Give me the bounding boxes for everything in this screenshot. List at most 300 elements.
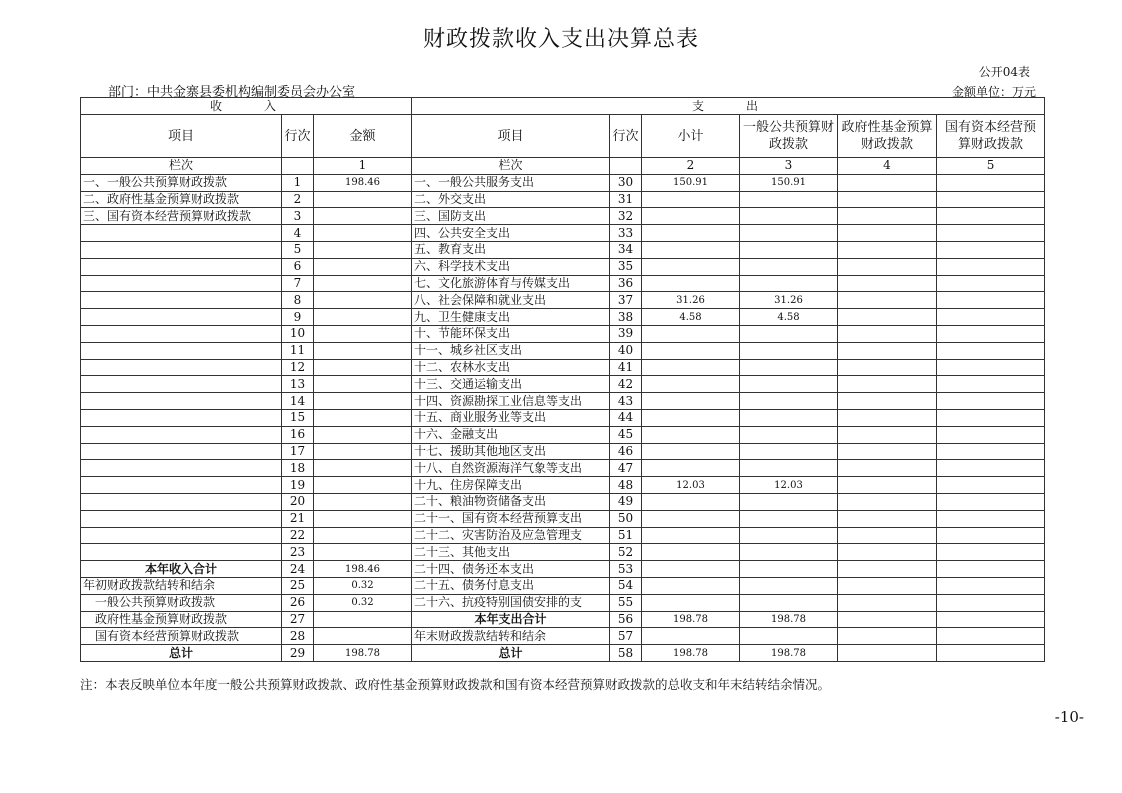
table-row: [81, 359, 1045, 376]
table-row: [81, 443, 1045, 460]
state-capital-cell: [937, 611, 1045, 628]
col-index: 栏次: [81, 158, 282, 175]
expense-row-no-cell: 37: [610, 292, 642, 309]
income-item-cell: 年初财政拨款结转和结余: [81, 577, 282, 594]
col-header-expense-item: 项目: [412, 115, 610, 158]
general-budget-cell: [740, 544, 838, 561]
expense-item-cell: 二十四、债务还本支出: [412, 561, 610, 578]
income-item-cell: [81, 275, 282, 292]
expense-row-no-cell: 51: [610, 527, 642, 544]
subtotal-cell: [642, 376, 740, 393]
subtotal-cell: [642, 225, 740, 242]
income-amount-cell: [314, 191, 412, 208]
general-budget-cell: [740, 275, 838, 292]
general-budget-cell: [740, 510, 838, 527]
income-amount-cell: [314, 628, 412, 645]
table-row: [81, 225, 1045, 242]
income-row-no-cell: 4: [282, 225, 314, 242]
table-row: [81, 275, 1045, 292]
income-item-cell: [81, 393, 282, 410]
subtotal-cell: [642, 460, 740, 477]
subtotal-cell: 31.26: [642, 292, 740, 309]
income-amount-cell: [314, 275, 412, 292]
state-capital-cell: [937, 594, 1045, 611]
expense-row-no-cell: 33: [610, 225, 642, 242]
form-number: 公开04表: [978, 65, 1030, 79]
subtotal-cell: [642, 208, 740, 225]
subtotal-cell: [642, 325, 740, 342]
table-row: [81, 258, 1045, 275]
gov-fund-cell: [838, 342, 937, 359]
section-header-row: [81, 98, 1045, 115]
table-row: [81, 191, 1045, 208]
table-row: [81, 611, 1045, 628]
col-header-income-amount: 金额: [314, 115, 412, 158]
income-row-no-cell: 19: [282, 477, 314, 494]
expense-item-cell: 八、社会保障和就业支出: [412, 292, 610, 309]
income-row-no-cell: 11: [282, 342, 314, 359]
expense-item-cell: 二、外交支出: [412, 191, 610, 208]
table-body: [81, 174, 1045, 661]
table-row: [81, 477, 1045, 494]
state-capital-cell: [937, 393, 1045, 410]
col-index: 栏次: [412, 158, 610, 175]
expense-item-cell: 九、卫生健康支出: [412, 309, 610, 326]
general-budget-cell: [740, 258, 838, 275]
income-item-cell: 一般公共预算财政拨款: [81, 594, 282, 611]
subtotal-cell: [642, 342, 740, 359]
expense-item-cell: 本年支出合计: [412, 611, 610, 628]
income-amount-cell: [314, 241, 412, 258]
state-capital-cell: [937, 409, 1045, 426]
general-budget-cell: [740, 628, 838, 645]
page-title: 财政拨款收入支出决算总表: [422, 27, 699, 52]
state-capital-cell: [937, 292, 1045, 309]
income-amount-cell: 0.32: [314, 594, 412, 611]
expense-row-no-cell: 31: [610, 191, 642, 208]
gov-fund-cell: [838, 594, 937, 611]
general-budget-cell: [740, 443, 838, 460]
gov-fund-cell: [838, 309, 937, 326]
subtotal-cell: [642, 493, 740, 510]
gov-fund-cell: [838, 510, 937, 527]
expense-row-no-cell: 44: [610, 409, 642, 426]
general-budget-cell: [740, 460, 838, 477]
subtotal-cell: 150.91: [642, 174, 740, 191]
gov-fund-cell: [838, 275, 937, 292]
gov-fund-cell: [838, 477, 937, 494]
general-budget-cell: [740, 225, 838, 242]
expense-item-cell: 十、节能环保支出: [412, 325, 610, 342]
income-amount-cell: [314, 292, 412, 309]
expense-row-no-cell: 34: [610, 241, 642, 258]
expense-row-no-cell: 46: [610, 443, 642, 460]
gov-fund-cell: [838, 443, 937, 460]
gov-fund-cell: [838, 376, 937, 393]
general-budget-cell: [740, 527, 838, 544]
expense-section-header: 支 出: [412, 98, 1045, 115]
income-row-no-cell: 6: [282, 258, 314, 275]
gov-fund-cell: [838, 409, 937, 426]
subtotal-cell: [642, 594, 740, 611]
table-row: [81, 628, 1045, 645]
income-item-cell: [81, 409, 282, 426]
expense-row-no-cell: 53: [610, 561, 642, 578]
income-row-no-cell: 17: [282, 443, 314, 460]
gov-fund-cell: [838, 359, 937, 376]
subtotal-cell: [642, 275, 740, 292]
income-amount-cell: [314, 359, 412, 376]
state-capital-cell: [937, 510, 1045, 527]
general-budget-cell: 31.26: [740, 292, 838, 309]
column-header-row: [81, 115, 1045, 158]
expense-row-no-cell: 32: [610, 208, 642, 225]
table-row: [81, 409, 1045, 426]
general-budget-cell: [740, 359, 838, 376]
income-row-no-cell: 29: [282, 645, 314, 662]
state-capital-cell: [937, 443, 1045, 460]
income-item-cell: [81, 225, 282, 242]
income-item-cell: [81, 325, 282, 342]
general-budget-cell: [740, 426, 838, 443]
expense-row-no-cell: 58: [610, 645, 642, 662]
state-capital-cell: [937, 544, 1045, 561]
income-amount-cell: [314, 611, 412, 628]
state-capital-cell: [937, 241, 1045, 258]
income-row-no-cell: 7: [282, 275, 314, 292]
expense-item-cell: 年末财政拨款结转和结余: [412, 628, 610, 645]
gov-fund-cell: [838, 393, 937, 410]
subtotal-cell: [642, 258, 740, 275]
table-row: [81, 493, 1045, 510]
general-budget-cell: [740, 208, 838, 225]
gov-fund-cell: [838, 225, 937, 242]
income-row-no-cell: 15: [282, 409, 314, 426]
gov-fund-cell: [838, 325, 937, 342]
income-row-no-cell: 14: [282, 393, 314, 410]
expense-row-no-cell: 30: [610, 174, 642, 191]
state-capital-cell: [937, 342, 1045, 359]
subtotal-cell: [642, 577, 740, 594]
expense-item-cell: 十九、住房保障支出: [412, 477, 610, 494]
gov-fund-cell: [838, 493, 937, 510]
income-amount-cell: 198.46: [314, 561, 412, 578]
table-row: [81, 393, 1045, 410]
subtotal-cell: 4.58: [642, 309, 740, 326]
income-amount-cell: [314, 393, 412, 410]
income-amount-cell: [314, 208, 412, 225]
income-item-cell: [81, 544, 282, 561]
income-amount-cell: [314, 443, 412, 460]
income-row-no-cell: 25: [282, 577, 314, 594]
column-index-row: [81, 158, 1045, 175]
general-budget-cell: 150.91: [740, 174, 838, 191]
expense-item-cell: 十六、金融支出: [412, 426, 610, 443]
col-header-general-budget: 一般公共预算财政拨款: [740, 115, 838, 158]
gov-fund-cell: [838, 174, 937, 191]
subtotal-cell: [642, 191, 740, 208]
col-index: [282, 158, 314, 175]
state-capital-cell: [937, 527, 1045, 544]
expense-row-no-cell: 47: [610, 460, 642, 477]
subtotal-cell: [642, 409, 740, 426]
unit-label: 金额单位：万元: [951, 85, 1036, 99]
expense-item-cell: 二十三、其他支出: [412, 544, 610, 561]
income-amount-cell: [314, 409, 412, 426]
expense-row-no-cell: 36: [610, 275, 642, 292]
state-capital-cell: [937, 225, 1045, 242]
col-header-income-row-no: 行次: [282, 115, 314, 158]
expense-row-no-cell: 43: [610, 393, 642, 410]
gov-fund-cell: [838, 292, 937, 309]
income-amount-cell: [314, 510, 412, 527]
table-row: [81, 174, 1045, 191]
expense-row-no-cell: 50: [610, 510, 642, 527]
expense-row-no-cell: 45: [610, 426, 642, 443]
income-row-no-cell: 18: [282, 460, 314, 477]
expense-item-cell: 十五、商业服务业等支出: [412, 409, 610, 426]
income-row-no-cell: 12: [282, 359, 314, 376]
subtotal-cell: [642, 359, 740, 376]
state-capital-cell: [937, 460, 1045, 477]
expense-row-no-cell: 42: [610, 376, 642, 393]
gov-fund-cell: [838, 241, 937, 258]
subtotal-cell: [642, 393, 740, 410]
general-budget-cell: [740, 493, 838, 510]
expense-item-cell: 二十一、国有资本经营预算支出: [412, 510, 610, 527]
income-amount-cell: [314, 544, 412, 561]
expense-item-cell: 十一、城乡社区支出: [412, 342, 610, 359]
general-budget-cell: 198.78: [740, 645, 838, 662]
expense-item-cell: 十四、资源勘探工业信息等支出: [412, 393, 610, 410]
table-row: [81, 577, 1045, 594]
expense-item-cell: 三、国防支出: [412, 208, 610, 225]
expense-item-cell: 二十五、债务付息支出: [412, 577, 610, 594]
income-item-cell: 三、国有资本经营预算财政拨款: [81, 208, 282, 225]
col-header-state-capital: 国有资本经营预算财政拨款: [937, 115, 1045, 158]
department-label: 部门：中共金寨县委机构编制委员会办公室: [108, 85, 356, 100]
gov-fund-cell: [838, 208, 937, 225]
income-item-cell: 本年收入合计: [81, 561, 282, 578]
col-index: 3: [740, 158, 838, 175]
subtotal-cell: 198.78: [642, 645, 740, 662]
income-item-cell: [81, 376, 282, 393]
expense-row-no-cell: 35: [610, 258, 642, 275]
gov-fund-cell: [838, 561, 937, 578]
subtotal-cell: [642, 628, 740, 645]
income-item-cell: 一、一般公共预算财政拨款: [81, 174, 282, 191]
table-row: [81, 561, 1045, 578]
income-amount-cell: 0.32: [314, 577, 412, 594]
income-row-no-cell: 23: [282, 544, 314, 561]
income-item-cell: [81, 292, 282, 309]
general-budget-cell: [740, 409, 838, 426]
state-capital-cell: [937, 493, 1045, 510]
gov-fund-cell: [838, 460, 937, 477]
income-item-cell: 政府性基金预算财政拨款: [81, 611, 282, 628]
general-budget-cell: [740, 376, 838, 393]
expense-item-cell: 总计: [412, 645, 610, 662]
gov-fund-cell: [838, 527, 937, 544]
gov-fund-cell: [838, 577, 937, 594]
subtotal-cell: [642, 426, 740, 443]
expense-item-cell: 一、一般公共服务支出: [412, 174, 610, 191]
table-row: [81, 510, 1045, 527]
general-budget-cell: 198.78: [740, 611, 838, 628]
income-amount-cell: [314, 527, 412, 544]
income-item-cell: [81, 510, 282, 527]
expense-row-no-cell: 41: [610, 359, 642, 376]
expense-item-cell: 二十二、灾害防治及应急管理支: [412, 527, 610, 544]
general-budget-cell: [740, 191, 838, 208]
col-index: 5: [937, 158, 1045, 175]
income-amount-cell: [314, 493, 412, 510]
state-capital-cell: [937, 208, 1045, 225]
table-row: [81, 241, 1045, 258]
income-item-cell: [81, 258, 282, 275]
expense-row-no-cell: 38: [610, 309, 642, 326]
table-row: [81, 376, 1045, 393]
state-capital-cell: [937, 645, 1045, 662]
table-row: [81, 544, 1045, 561]
general-budget-cell: 4.58: [740, 309, 838, 326]
subtotal-cell: [642, 241, 740, 258]
table-row: [81, 208, 1045, 225]
income-item-cell: [81, 342, 282, 359]
gov-fund-cell: [838, 191, 937, 208]
expense-row-no-cell: 39: [610, 325, 642, 342]
expense-row-no-cell: 48: [610, 477, 642, 494]
col-index: 1: [314, 158, 412, 175]
col-index: [610, 158, 642, 175]
income-amount-cell: [314, 477, 412, 494]
expense-item-cell: 十二、农林水支出: [412, 359, 610, 376]
income-row-no-cell: 28: [282, 628, 314, 645]
general-budget-cell: [740, 325, 838, 342]
state-capital-cell: [937, 258, 1045, 275]
general-budget-cell: [740, 577, 838, 594]
gov-fund-cell: [838, 645, 937, 662]
expense-item-cell: 四、公共安全支出: [412, 225, 610, 242]
expense-item-cell: 十三、交通运输支出: [412, 376, 610, 393]
expense-row-no-cell: 56: [610, 611, 642, 628]
general-budget-cell: [740, 241, 838, 258]
col-header-gov-fund: 政府性基金预算财政拨款: [838, 115, 937, 158]
state-capital-cell: [937, 477, 1045, 494]
subtotal-cell: 12.03: [642, 477, 740, 494]
subtotal-cell: [642, 544, 740, 561]
expense-item-cell: 六、科学技术支出: [412, 258, 610, 275]
income-amount-cell: 198.78: [314, 645, 412, 662]
col-index: 4: [838, 158, 937, 175]
income-amount-cell: [314, 325, 412, 342]
state-capital-cell: [937, 628, 1045, 645]
table-row: [81, 309, 1045, 326]
income-row-no-cell: 1: [282, 174, 314, 191]
subtotal-cell: 198.78: [642, 611, 740, 628]
income-amount-cell: 198.46: [314, 174, 412, 191]
income-amount-cell: [314, 460, 412, 477]
general-budget-cell: [740, 561, 838, 578]
table-row: [81, 342, 1045, 359]
income-row-no-cell: 8: [282, 292, 314, 309]
table-row: [81, 645, 1045, 662]
income-section-header: 收 入: [81, 98, 412, 115]
gov-fund-cell: [838, 544, 937, 561]
income-item-cell: [81, 309, 282, 326]
general-budget-cell: [740, 393, 838, 410]
gov-fund-cell: [838, 611, 937, 628]
state-capital-cell: [937, 376, 1045, 393]
income-item-cell: [81, 527, 282, 544]
income-item-cell: [81, 443, 282, 460]
expense-row-no-cell: 55: [610, 594, 642, 611]
table-row: [81, 460, 1045, 477]
state-capital-cell: [937, 191, 1045, 208]
expense-row-no-cell: 40: [610, 342, 642, 359]
income-row-no-cell: 27: [282, 611, 314, 628]
income-row-no-cell: 13: [282, 376, 314, 393]
income-item-cell: [81, 477, 282, 494]
table-row: [81, 325, 1045, 342]
income-row-no-cell: 21: [282, 510, 314, 527]
gov-fund-cell: [838, 426, 937, 443]
state-capital-cell: [937, 577, 1045, 594]
subtotal-cell: [642, 561, 740, 578]
col-header-income-item: 项目: [81, 115, 282, 158]
summary-table: [80, 97, 1045, 662]
gov-fund-cell: [838, 258, 937, 275]
income-row-no-cell: 5: [282, 241, 314, 258]
state-capital-cell: [937, 275, 1045, 292]
page-number: -10-: [1054, 708, 1084, 726]
expense-row-no-cell: 49: [610, 493, 642, 510]
state-capital-cell: [937, 325, 1045, 342]
income-item-cell: 二、政府性基金预算财政拨款: [81, 191, 282, 208]
income-amount-cell: [314, 342, 412, 359]
expense-row-no-cell: 57: [610, 628, 642, 645]
gov-fund-cell: [838, 628, 937, 645]
expense-item-cell: 七、文化旅游体育与传媒支出: [412, 275, 610, 292]
income-row-no-cell: 16: [282, 426, 314, 443]
income-amount-cell: [314, 376, 412, 393]
state-capital-cell: [937, 309, 1045, 326]
expense-row-no-cell: 54: [610, 577, 642, 594]
income-item-cell: [81, 241, 282, 258]
subtotal-cell: [642, 510, 740, 527]
table-row: [81, 292, 1045, 309]
income-item-cell: 国有资本经营预算财政拨款: [81, 628, 282, 645]
state-capital-cell: [937, 561, 1045, 578]
income-row-no-cell: 20: [282, 493, 314, 510]
income-row-no-cell: 22: [282, 527, 314, 544]
expense-item-cell: 二十、粮油物资储备支出: [412, 493, 610, 510]
income-row-no-cell: 2: [282, 191, 314, 208]
income-amount-cell: [314, 426, 412, 443]
table-row: [81, 426, 1045, 443]
income-row-no-cell: 26: [282, 594, 314, 611]
subtotal-cell: [642, 443, 740, 460]
col-index: 2: [642, 158, 740, 175]
expense-row-no-cell: 52: [610, 544, 642, 561]
table-row: [81, 594, 1045, 611]
col-header-expense-row-no: 行次: [610, 115, 642, 158]
income-item-cell: 总计: [81, 645, 282, 662]
income-row-no-cell: 24: [282, 561, 314, 578]
general-budget-cell: [740, 342, 838, 359]
income-item-cell: [81, 426, 282, 443]
income-amount-cell: [314, 258, 412, 275]
